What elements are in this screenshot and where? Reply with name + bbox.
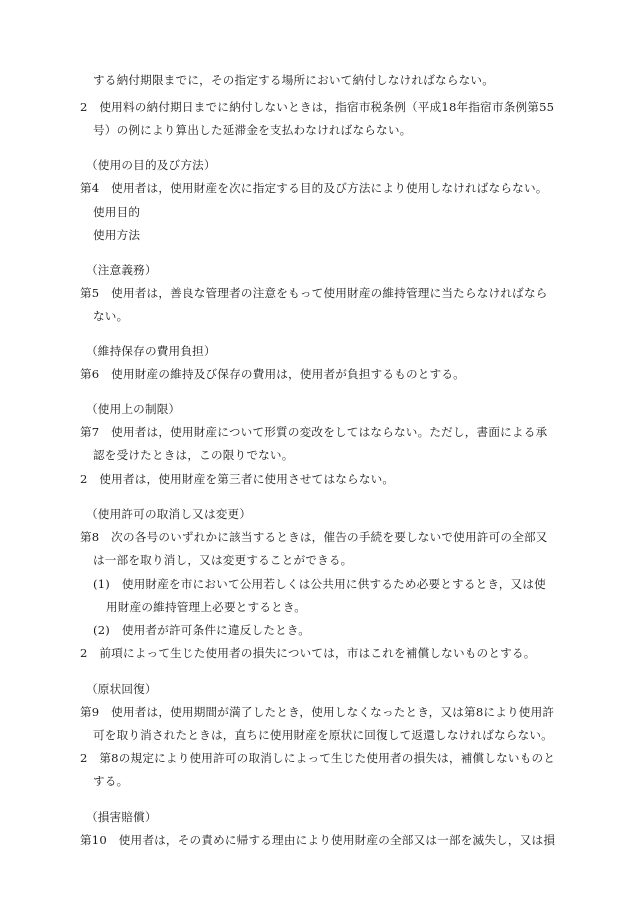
text-line: 第9 使用者は，使用期間が満了したとき，使用しなくなったとき，又は第8により使用許 [80, 705, 555, 719]
text-line: 第10 使用者は，その責めに帰する理由により使用財産の全部又は一部を滅失し，又は損 [80, 833, 556, 847]
text-line: 使用目的 [93, 205, 141, 219]
text-line: する納付期限までに，その指定する場所において納付しなければならない。 [93, 73, 494, 87]
section-heading: （注意義務） [86, 263, 157, 277]
text-line: 第6 使用財産の維持及び保存の費用は，使用者が負担するものとする。 [80, 367, 465, 381]
text-line: 用財産の維持管理上必要とするとき。 [106, 600, 307, 614]
section-heading: （使用の目的及び方法） [86, 158, 216, 172]
text-line: 2 使用者は，使用財産を第三者に使用させてはならない。 [80, 472, 395, 486]
text-line: 2 第8の規定により使用許可の取消しによって生じた使用者の損失は，補償しないものと [80, 751, 556, 765]
text-line: 認を受けたときは，この限りでない。 [93, 448, 294, 462]
text-line: 使用方法 [93, 228, 141, 242]
section-heading: （損害賠償） [86, 810, 157, 824]
text-line: 号）の例により算出した延滞金を支払わなければならない。 [93, 123, 412, 137]
section-heading: （使用上の制限） [86, 402, 181, 416]
section-heading: （維持保存の費用負担） [86, 344, 216, 358]
text-line: 2 前項によって生じた使用者の損失については，市はこれを補償しないものとする。 [80, 646, 536, 660]
text-line: 可を取り消されたときは，直ちに使用財産を原状に回復して返還しなければならない。 [93, 728, 553, 742]
text-line: は一部を取り消し，又は変更することができる。 [93, 553, 353, 567]
text-line: (2) 使用者が許可条件に違反したとき。 [93, 623, 311, 637]
section-heading: （原状回復） [86, 682, 157, 696]
text-line: 第7 使用者は，使用財産について形質の変改をしてはならない。ただし，書面による承 [80, 425, 548, 439]
text-line: (1) 使用財産を市において公用若しくは公共用に供するため必要とするとき，又は使 [93, 577, 546, 591]
text-line: 第8 次の各号のいずれかに該当するときは，催告の手続を要しないで使用許可の全部又 [80, 530, 548, 544]
text-line: 2 使用料の納付期日までに納付しないときは，指宿市税条例（平成18年指宿市条例第55 [80, 100, 555, 114]
text-line: する。 [93, 774, 129, 788]
section-heading: （使用許可の取消し又は変更） [86, 507, 252, 521]
text-line: ない。 [93, 309, 129, 323]
text-line: 第4 使用者は，使用財産を次に指定する目的及び方法により使用しなければならない。 [80, 181, 548, 195]
text-line: 第5 使用者は，善良な管理者の注意をもって使用財産の維持管理に当たらなければなら [80, 286, 548, 300]
